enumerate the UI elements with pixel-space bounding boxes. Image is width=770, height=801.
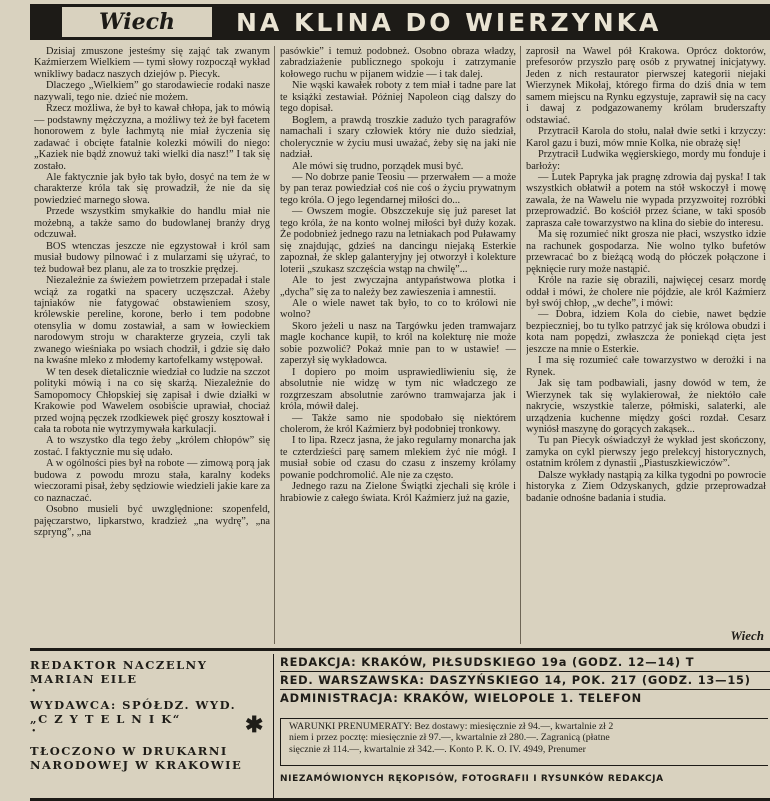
- masthead-right: [280, 654, 770, 707]
- article-paragraph: Dzisiaj zmuszone jesteśmy się zająć tak zwanym Kaźmierzem Wielkiem — tymi słowy rozpoczął wykład wnikliwy badacz naszych dziejów p. Piecyk.: [34, 46, 270, 80]
- article-paragraph: Przytracił Ludwika węgierskiego, mordy mu fonduje i barłoży:: [526, 149, 766, 172]
- article-paragraph: BOS wtenczas jeszcze nie egzystował i król sam musiał budowy pilnować i z mularzami się użyrać, to też budował bez planu, ale za to troszkie prędzej.: [34, 240, 270, 275]
- author-signature: Wiech: [730, 628, 764, 643]
- article-paragraph: W ten desek dietalicznie wiedział co ludzie na szczot polityki mówią i na co się skarżą. Niezależnie do Samopomocy Chłopskiej się zapisał i dwie działki w Krakowie pod Wawelem osobiście uprawiał, chociaż przed wojną pęczek rzodkiewek pięć groszy kosztował i cała ta robota nie wytrzymywała karkulacji.: [34, 366, 270, 435]
- article-paragraph: Ale to jest zwyczajna antypaństwowa plotka i „dycha” się za to należy bez zawieszenia i amnestii.: [280, 275, 516, 298]
- subscription-line-1: WARUNKI PRENUMERATY: Bez dostawy: miesięcznie zł 94.—, kwartalnie zł 2: [289, 721, 614, 732]
- article-paragraph: Ma się rozumieć nikt grosza nie płaci, wszystko idzie na rachunek gospodarza. Nie wolno tylko bufetów przewracać bo z bieżącą wodą do płóczek połączone i pęknięcie rury może nastąpić.: [526, 229, 766, 275]
- editorial-address: REDAKCJA: KRAKÓW, PIŁSUDSKIEGO 19a (GODZ. 12—14) T: [280, 655, 695, 669]
- article-paragraph: Dalsze wykłady nastąpią za kilka tygodni po powrocie historyka z Ziem Odzyskanych, gdzie przeprowadzał badanie odnośne badania i studia.: [526, 469, 766, 504]
- article-paragraph: Jak się tam podbawiali, jasny dowód w tem, że Wierzynek tak się wylakierował, że niektóło całe nakrycie, wszystkie talerze, półmiski, salaterki, ale urządzenia kuchenne między gości rozdał. Cesarz wyniósł maszynę do gorących zakąsek...: [526, 378, 766, 435]
- article-paragraph: Dlaczego „Wielkiem” go starodawiecie rodaki nasze nazywali, tego nie. dzieć nie możem.: [34, 80, 270, 103]
- subscription-box: [280, 718, 768, 766]
- article-paragraph: Boglem, a prawdą troszkie zadużo tych paragrafów namachali i szary człowiek który nie dużo siedział, cholerycznie w życiu musi uważać, żeby się na jaki nie nadział.: [280, 114, 516, 161]
- article-paragraph: Tu pan Piecyk oświadczył że wykład jest skończony, zamyka on cykl pierwszy jego prelekcyj historycznych, ostatnim królem z dynastii „Piastuszkiewiczów”.: [526, 435, 766, 470]
- article-body: [30, 46, 770, 646]
- article-paragraph: Ale o wiele nawet tak było, to co to królowi nie wolno?: [280, 297, 516, 321]
- article-paragraph: — Lutek Papryka jak pragnę zdrowia daj pyska! I tak wszystkich obłatwił a potem na stół wskoczył i mowę zawala, że na Wawelu nie wypada przyzwoitej rozróbki przeprowadzić. Bo kościół przez ściane, w taki sposób zaprasza całe towarzystwo na klina do siebie do interesu.: [526, 171, 766, 229]
- article-paragraph: Skoro jeżeli u nasz na Targówku jeden tramwajarz magle kochance kupił, to król na kolekturę nie może sobie pozwolić? Pokaż mnie pan to w ustawie! — zaperzył się wykładowca.: [280, 320, 516, 367]
- article-paragraph: Przede wszystkim smykałkie do handlu miał nie możebną, a także samo do budowlanej branży dryg odczuwał.: [34, 206, 270, 241]
- warsaw-office-address: RED. WARSZAWSKA: DASZYŃSKIEGO 14, POK. 217 (GODZ. 13—15): [280, 673, 751, 687]
- footer-divider: [30, 648, 770, 651]
- manuscripts-notice: NIEZAMÓWIONYCH RĘKOPISÓW, FOTOGRAFII I RYSUNKÓW REDAKCJA: [280, 774, 664, 784]
- article-paragraph: Nie wąski kawałek roboty z tem miał i tadne pare lat te książki zestawiał. Później Napoleon ciąg dalszy do tego dopisał.: [280, 80, 516, 115]
- article-paragraph: Osobno musieli być uwzględnione: szopenfeld, pajęczarstwo, lipkarstwo, kradzież „na wydrę”, „na szpryng”, „na: [34, 504, 270, 539]
- column-logo: Wiech: [60, 5, 214, 39]
- subscription-line-3: sięcznie zł 114.—, kwartalnie zł 342.—. Konto P. K. O. IV. 4949, Prenumer: [289, 743, 586, 755]
- article-paragraph: pasówkie” i temuż podobneż. Osobno obraza władzy, zabradziażenie publicznego spokoju i zatrzymanie kołowego ruchu w pijanem widzie — i tak dalej.: [280, 46, 516, 80]
- administration-address: ADMINISTRACJA: KRAKÓW, WIELOPOLE 1. TELEFON: [280, 691, 643, 705]
- article-paragraph: Króle na razie się obrazili, najwięcej cesarz mordę oddał i mówi, że cholere nie pójdzie, ale król Kaźmierz był swój chłop, „w deche”, i mówi:: [526, 275, 766, 309]
- article-paragraph: — No dobrze panie Teosiu — przerwałem — a może by pan teraz powiedział coś nie coś o życiu prywatnym tego króla. O jego legendarnej miłości do...: [280, 171, 516, 206]
- article-paragraph: Rzecz możliwa, że był to kawał chłopa, jak to mówią — podstawny mężczyzna, a możliwy też że był facetem honorowem z byle łachmytą nie miał życzenia się zadawać i obcięte fatalnie kolezki mówili do niego: „Kaziek nie bądź znowuż taki wielki dia nasz!” I tak się zostało.: [34, 103, 270, 172]
- article-paragraph: — Owszem mogie. Obszczekuje się już pareset lat tego króla, że na konto wolnej miłości był duży kozak. Że podobnież jednego razu na letniakach pod Puławamy się znajdując, gdzieś na dancingu niejaką Esterkie zapoznał, że sklep galanteryjny jej otworzył i kolekture loterii „szukasz szczęścia wstąp na chwilę”...: [280, 206, 516, 275]
- column-divider: [520, 46, 521, 644]
- article-paragraph: I dopiero po moim usprawiedliwieniu się, że absolutnie nie widzę w tym nic władczego ze rozgrzeszam absolutnie zarówno tramwajarza jak i króla, mówił dalej.: [280, 366, 516, 413]
- article-column-1: [34, 46, 270, 646]
- article-paragraph: — Także samo nie spodobało się niektórem cholerom, że król Kaźmierz był podobniej tronkowy.: [280, 412, 516, 435]
- article-column-2: [280, 46, 516, 646]
- separator-dot: •: [32, 726, 36, 737]
- article-paragraph: A w ogólności pies był na robote — zimową porą jak budowa z powodu mrozu stała, karalny kodeks wieczorami pisał, żeby sędziowie wiedzieli jakie kare za co naznaczać.: [34, 458, 270, 504]
- article-headline: NA KLINA DO WIERZYNKA: [236, 7, 662, 37]
- printer-line-2: NARODOWEJ W KRAKOWIE: [30, 758, 243, 772]
- article-paragraph: Ale mówi się trudno, porządek musi być.: [292, 160, 464, 172]
- publisher-line-1: WYDAWCA: SPÓŁDZ. WYD.: [30, 698, 237, 712]
- editor-title: REDAKTOR NACZELNY: [30, 658, 208, 672]
- masthead-footer: [30, 654, 770, 800]
- article-paragraph: Przytracił Karola do stołu, nalał dwie setki i krzyczy: Karol gazu i buzi, mów mnie Kolka, nie obrażę się!: [526, 126, 766, 149]
- separator-dot: •: [32, 686, 36, 697]
- article-header: [30, 4, 770, 40]
- subscription-line-2: niem i przez pocztę: miesięcznie zł 97.—, kwartalnie zł 280.—. Zagranicą (płatne: [289, 732, 610, 744]
- article-paragraph: Ale faktycznie jak było tak było, dosyć na tem że w charakterze króla tak się prowadził, że nie da się powiedzieć marnego słowa.: [34, 171, 270, 206]
- article-paragraph: I to lipa. Rzecz jasna, że jako regularny monarcha jak te czterdzieści parę samem mlekiem żyć nie mógł. I musiał sobie od czasu do czasu z inszemy królamy powanie podchromolić. Ale nie za często.: [280, 435, 516, 481]
- article-paragraph: zaprosił na Wawel pół Krakowa. Oprócz doktorów, prefesorów przyszło parę osób z prywatnej inicjatywy. Jeden z nich restaurator pierwszej kategorii niejaki Wierzynek Mikołaj, którego firma do dziś dnia w tem samem miejscu na Rynku egzystuje, zaprawił się na cacy i dawaj z podgazowanemy królam bruderszafty odstawiać.: [526, 46, 766, 126]
- article-column-3: [526, 46, 766, 646]
- footer-vertical-divider: [273, 654, 274, 800]
- article-paragraph: Niezależnie za świeżem powietrzem przepadał i stale wciąż za rogatki na spacery uczęszczał. Ażeby tajniaków nie fatygować obstawieniem szosy, królewskie pereline, korone, berło i tem podobne otensylia w domu zostawiał, a sam w łowieckiem narodowym stroju w charakterze gryzeia, czyli tak zwanego wieśniaka po wsiach chodził, i gdzie się dało na kwaśne mleko z młodemy kartofelkamy wstępował.: [34, 275, 270, 367]
- article-paragraph: — Dobra, idziem Kola do ciebie, nawet będzie bezpieczniej, bo tu tylko patrzyć jak się królowa obudzi i kota nam popędzi, zwłaszcza że poniekąd cięta jest jeszcze na mnie o Esterkie.: [526, 309, 766, 355]
- printer-line-1: TŁOCZONO W DRUKARNI: [30, 744, 228, 758]
- article-paragraph: I ma się rozumieć całe towarzystwo w derożki i na Rynek.: [526, 355, 766, 378]
- article-paragraph: Jednego razu na Zielone Świątki zjechali się króle i hrabiowie z całego świata. Król Kaźmierz już na gazie,: [280, 481, 516, 504]
- editor-name: MARIAN EILE: [30, 672, 138, 686]
- article-paragraph: A to wszystko dla tego żeby „królem chłopów” się zostać. I faktycznie mu się udało.: [34, 435, 270, 458]
- masthead-left: [30, 654, 255, 772]
- column-divider: [274, 46, 275, 644]
- publisher-line-2: „C Z Y T E L N I K“: [30, 712, 181, 726]
- star-icon: ✱: [245, 712, 264, 737]
